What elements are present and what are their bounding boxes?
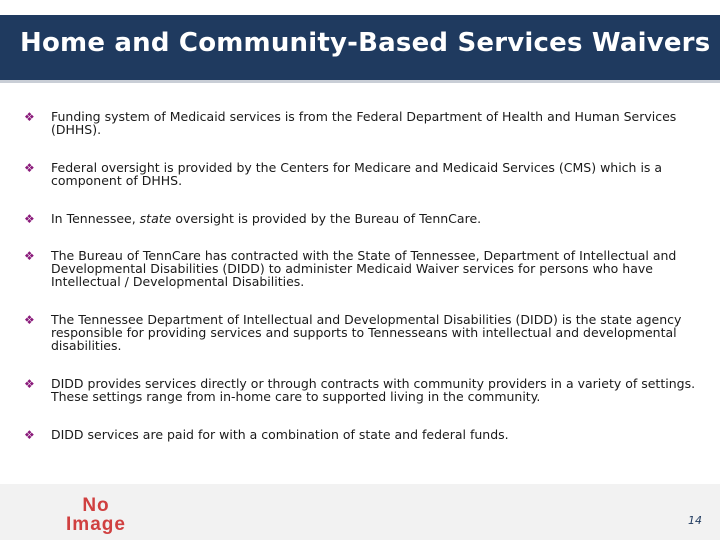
bullet-text: The Tennessee Department of Intellectual and Developmental Disabilities (DIDD) is the state agency responsible for providing services and supports to Tennesseans with intellectual and developmental disabilities. bbox=[51, 312, 682, 353]
bullet-text: The Bureau of TennCare has contracted with the State of Tennessee, Department of Intellectual and Developmental Disabilities (DIDD) to administer Medicaid Waiver services for persons who have Intellectual / Developmental Disabilities. bbox=[51, 248, 677, 289]
no-image-placeholder bbox=[26, 496, 166, 534]
diamond-bullet-icon: ❖ bbox=[24, 110, 35, 124]
no-image-line1: No bbox=[82, 495, 110, 516]
bullet-text-prefix: In Tennessee, bbox=[51, 211, 140, 226]
bullet-text: Federal oversight is provided by the Centers for Medicare and Medicaid Services (CMS) which is a component of DHHS. bbox=[51, 160, 663, 188]
list-item bbox=[24, 428, 696, 442]
list-item bbox=[24, 377, 696, 403]
bullet-text: DIDD services are paid for with a combination of state and federal funds. bbox=[51, 427, 509, 442]
bullet-text bbox=[51, 212, 696, 225]
diamond-bullet-icon: ❖ bbox=[24, 249, 35, 263]
bullet-text-emphasis: state bbox=[139, 211, 172, 226]
list-item bbox=[24, 110, 696, 136]
page-number: 14 bbox=[688, 514, 702, 527]
no-image-line2: Image bbox=[66, 514, 126, 535]
bullet-text-suffix: oversight is provided by the Bureau of TennCare. bbox=[171, 211, 482, 226]
bullet-list bbox=[24, 110, 696, 467]
list-item bbox=[24, 212, 696, 226]
diamond-bullet-icon: ❖ bbox=[24, 212, 35, 226]
list-item bbox=[24, 249, 696, 288]
bullet-text: DIDD provides services directly or through contracts with community providers in a variety of settings. These settings range from in-home care to supported living in the community. bbox=[51, 376, 696, 404]
diamond-bullet-icon: ❖ bbox=[24, 161, 35, 175]
list-item bbox=[24, 161, 696, 187]
diamond-bullet-icon: ❖ bbox=[24, 313, 35, 327]
diamond-bullet-icon: ❖ bbox=[24, 377, 35, 391]
list-item bbox=[24, 313, 696, 352]
slide-title: Home and Community-Based Services Waivers bbox=[20, 28, 711, 58]
bullet-text: Funding system of Medicaid services is from the Federal Department of Health and Human Services (DHHS). bbox=[51, 109, 677, 137]
diamond-bullet-icon: ❖ bbox=[24, 428, 35, 442]
title-underline bbox=[0, 80, 720, 83]
